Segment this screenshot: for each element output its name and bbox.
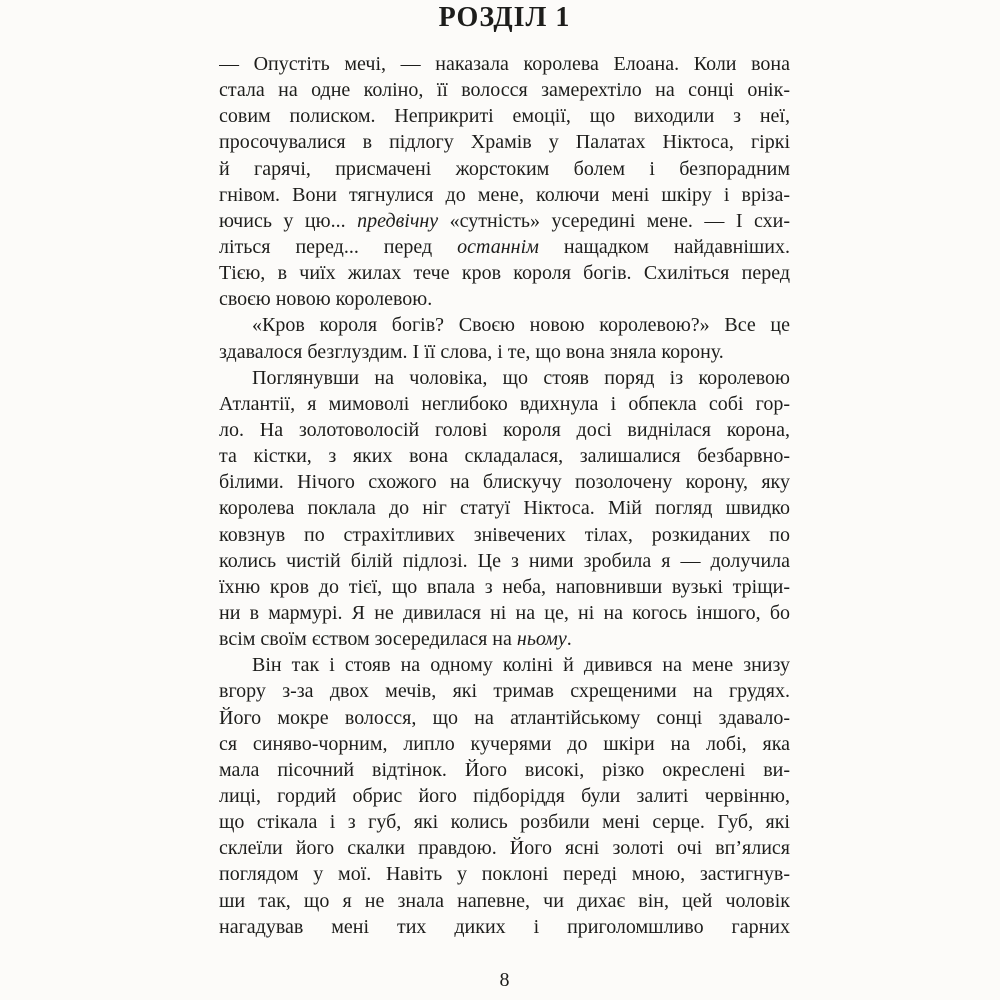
paragraph <box>219 365 790 653</box>
text-line: лиці, гордий обрис його підборіддя були залиті червінню, <box>219 784 790 807</box>
text-line: вгору з-за двох мечів, які тримав схрещеними на грудях. <box>219 680 790 703</box>
page-number: 8 <box>499 969 510 991</box>
body-text <box>219 51 790 940</box>
text-line: Він так і стояв на одному коліні й дивився на мене знизу <box>252 654 790 677</box>
text-line: совим полиском. Неприкриті емоції, що виходили з неї, <box>219 105 790 128</box>
text-line: колись чистій білій підлозі. Це з ними зробила я — долучила <box>219 549 790 572</box>
chapter-title: РОЗДІЛ 1 <box>438 2 571 33</box>
text-line: ючись у цю... предвічну «сутність» усередині мене. — І схи- <box>219 209 790 232</box>
text-line: Поглянувши на чоловіка, що стояв поряд із королевою <box>252 366 790 389</box>
text-line: що стікала і з губ, які колись розбили мені серце. Губ, які <box>219 811 790 834</box>
text-line: королева поклала до ніг статуї Ніктоса. Мій погляд швидко <box>219 497 790 520</box>
text-line: ло. На золотоволосій голові короля досі виднілася корона, <box>219 418 790 441</box>
text-line: стала на одне коліно, її волосся замерехтіло на сонці онік- <box>219 79 790 102</box>
text-line: поглядом у мої. Навіть у поклоні переді мною, застигнув- <box>219 863 790 886</box>
text-line: ся синяво-чорним, липло кучерями до шкіри на лобі, яка <box>219 732 790 755</box>
text-line: їхню кров до тієї, що впала з неба, наповнивши вузькі тріщи- <box>219 575 790 598</box>
text-line: склеїли його скалки правдою. Його ясні золоті очі вп’ялися <box>219 837 790 860</box>
paragraph <box>219 51 790 312</box>
text-line: всім своїм єством зосередилася на ньому. <box>219 628 572 651</box>
text-line: здавалося безглуздим. І її слова, і те, що вона зняла корону. <box>219 340 724 363</box>
paragraph <box>219 652 790 940</box>
text-line: ши так, що я не знала напевне, чи дихає він, цей чоловік <box>219 889 790 912</box>
text-line: та кістки, з яких вона складалася, залишалися безбарвно- <box>219 445 790 468</box>
text-line: — Опустіть мечі, — наказала королева Елоана. Коли вона <box>219 53 790 75</box>
text-line: Тією, в чиїх жилах тече кров короля богів. Схиліться перед <box>219 262 790 285</box>
text-line: своєю новою королевою. <box>219 288 433 311</box>
text-line: Його мокре волосся, що на атлантійському сонці здавало- <box>219 706 790 729</box>
text-line: літься перед... перед останнім нащадком найдавніших. <box>219 235 790 258</box>
text-line: мала пісочний відтінок. Його високі, різко окреслені ви- <box>219 758 790 781</box>
text-line: ковзнув по страхітливих знівечених тілах, розкиданих по <box>219 523 790 546</box>
text-line: Атлантії, я мимоволі неглибоко вдихнула і обпекла собі гор- <box>219 392 790 415</box>
text-line: ни в мармурі. Я не дивилася ні на це, ні на когось іншого, бо <box>219 601 790 624</box>
text-line: гнівом. Вони тягнулися до мене, колючи мені шкіру і вріза- <box>219 183 790 206</box>
paragraph <box>219 312 790 364</box>
text-line: й гарячі, присмачені жорстоким болем і безпорадним <box>219 157 790 180</box>
text-line: «Кров короля богів? Своєю новою королевою?» Все це <box>252 314 790 337</box>
text-line: нагадував мені тих диких і приголомшливо гарних <box>219 915 790 938</box>
text-line: білими. Нічого схожого на блискучу позолочену корону, яку <box>219 471 790 494</box>
text-line: просочувалися в підлогу Храмів у Палатах Ніктоса, гіркі <box>219 131 790 154</box>
